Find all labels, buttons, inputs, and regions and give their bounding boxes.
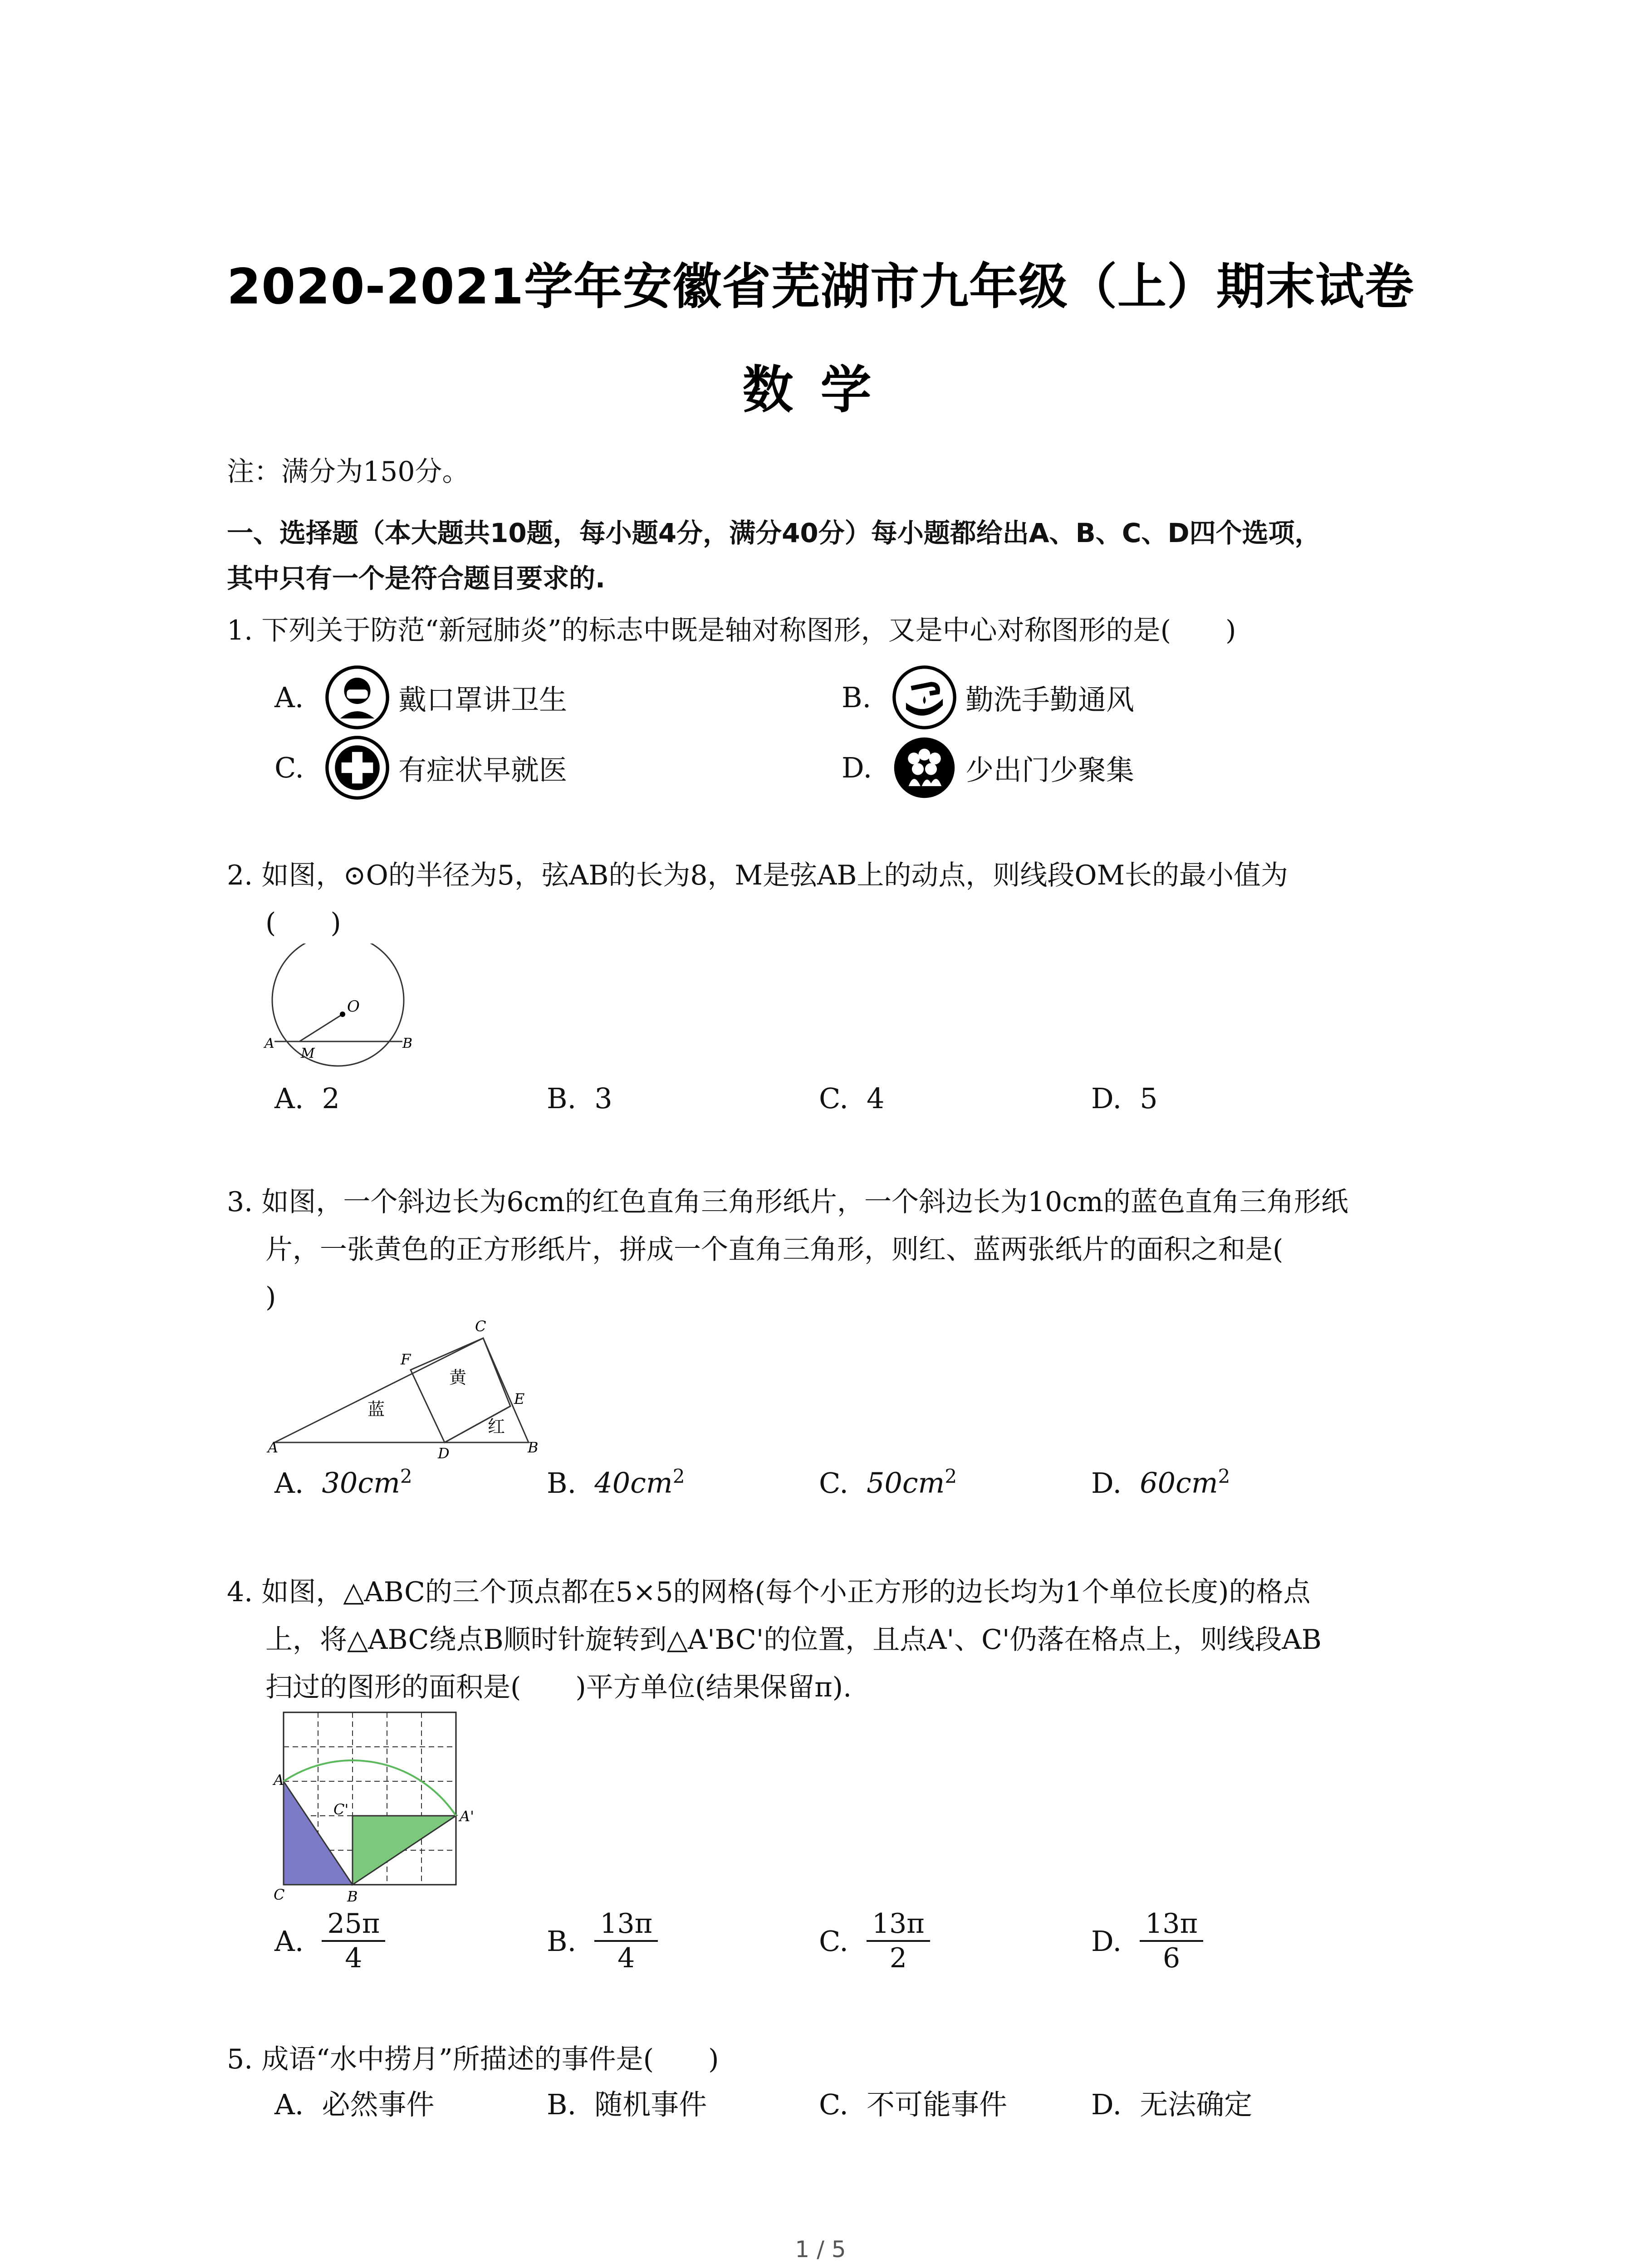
q1-option-a-text: 戴口罩讲卫生	[398, 683, 568, 716]
q3-option-a	[274, 1465, 412, 1500]
label-b: B	[347, 1888, 358, 1905]
label-red: 红	[488, 1417, 505, 1437]
mask-person-icon	[324, 665, 390, 730]
q4-option-d	[1091, 1907, 1203, 1975]
q4-option-b	[547, 1907, 658, 1975]
q3-option-d-exponent: 2	[1218, 1465, 1230, 1487]
option-letter: B.	[547, 1924, 577, 1958]
option-letter: C.	[819, 1924, 848, 1958]
option-letter: B.	[547, 1466, 577, 1500]
question-3-line3: )	[265, 1281, 276, 1313]
segment-om	[299, 1014, 343, 1041]
section-heading-line2: 其中只有一个是符合题目要求的.	[227, 563, 606, 594]
question-3-line1: 3. 如图，一个斜边长为6cm的红色直角三角形纸片，一个斜边长为10cm的蓝色直角三角形纸	[227, 1186, 1348, 1218]
question-4-line3: 扫过的图形的面积是( )平方单位(结果保留π).	[265, 1672, 852, 1703]
label-m: M	[301, 1046, 315, 1061]
option-letter: A.	[274, 2088, 304, 2121]
page-number: 1 / 5	[795, 2236, 846, 2263]
q2-option-c	[819, 1082, 884, 1115]
q3-option-b-exponent: 2	[672, 1465, 685, 1487]
denominator: 6	[1163, 1942, 1181, 1974]
numerator: 25π	[322, 1907, 385, 1942]
fraction	[867, 1907, 930, 1975]
q4-option-c	[819, 1907, 930, 1975]
label-b: B	[528, 1439, 539, 1456]
denominator: 2	[889, 1942, 907, 1974]
q3-option-c-value: 50cm	[866, 1466, 945, 1500]
option-letter: C.	[819, 2088, 848, 2121]
q1-option-d	[842, 735, 1134, 801]
option-letter: D.	[1091, 1924, 1122, 1958]
label-e: E	[514, 1390, 525, 1408]
q3-option-d	[1091, 1465, 1230, 1500]
denominator: 4	[345, 1942, 362, 1974]
option-letter: D.	[1091, 1466, 1122, 1500]
q3-option-c	[819, 1465, 957, 1500]
q3-option-a-value: 30cm	[322, 1466, 400, 1500]
label-a: A	[268, 1439, 279, 1456]
label-a: A	[265, 1036, 274, 1051]
option-letter: C.	[819, 1082, 848, 1115]
label-f: F	[401, 1351, 411, 1368]
label-d: D	[438, 1445, 450, 1462]
label-a: A	[274, 1771, 284, 1789]
handwash-icon	[892, 665, 957, 730]
subject-title: 数学	[742, 361, 899, 420]
q5-option-d	[1091, 2082, 1252, 2122]
center-point	[340, 1012, 345, 1017]
label-a-prime: A'	[460, 1808, 474, 1825]
label-blue: 蓝	[367, 1399, 385, 1419]
question-1-stem: 1. 下列关于防范“新冠肺炎”的标志中既是轴对称图形，又是中心对称图形的是( )	[227, 615, 1236, 646]
q3-option-c-exponent: 2	[945, 1465, 957, 1487]
question-3-line2: 片，一张黄色的正方形纸片，拼成一个直角三角形，则红、蓝两张纸片的面积之和是(	[265, 1234, 1283, 1266]
q5-option-c	[819, 2082, 1007, 2122]
q3-option-b-value: 40cm	[594, 1466, 673, 1500]
section-heading-line1: 一、选择题（本大题共10题，每小题4分，满分40分）每小题都给出A、B、C、D四个选项，	[227, 518, 1321, 548]
q1-option-b	[842, 665, 1134, 730]
question-2-stem: 2. 如图，⊙O的半径为5，弦AB的长为8，M是弦AB上的动点，则线段OM长的最小值为	[227, 860, 1288, 891]
option-letter: A.	[274, 681, 304, 714]
option-letter: B.	[547, 1082, 577, 1115]
label-o: O	[347, 997, 360, 1016]
option-letter: D.	[1091, 2088, 1122, 2121]
q2-option-b-value: 3	[594, 1082, 612, 1115]
q3-option-b	[547, 1465, 685, 1500]
label-yellow: 黄	[449, 1368, 467, 1388]
q1-option-b-text: 勤洗手勤通风	[965, 683, 1135, 716]
label-c-prime: C'	[333, 1801, 349, 1818]
q3-option-d-value: 60cm	[1140, 1466, 1218, 1500]
q5-option-a-text: 必然事件	[322, 2088, 435, 2121]
triangle-figure	[265, 1311, 556, 1465]
q4-option-a	[274, 1907, 385, 1975]
option-letter: C.	[274, 751, 304, 784]
q5-option-b	[547, 2082, 707, 2122]
q1-option-c	[274, 735, 567, 801]
q1-option-d-text: 少出门少聚集	[965, 753, 1135, 787]
exam-title: 2020-2021学年安徽省芜湖市九年级（上）期末试卷	[227, 259, 1414, 315]
q5-option-a	[274, 2082, 435, 2122]
numerator: 13π	[594, 1907, 658, 1942]
option-letter: C.	[819, 1466, 848, 1500]
numerator: 13π	[1140, 1907, 1203, 1942]
denominator: 4	[617, 1942, 635, 1974]
q5-option-c-text: 不可能事件	[866, 2088, 1007, 2121]
score-note: 注：满分为150分。	[227, 456, 470, 488]
q2-option-b	[547, 1082, 612, 1115]
label-b: B	[402, 1036, 413, 1051]
q3-option-a-exponent: 2	[400, 1465, 412, 1487]
q2-option-a	[274, 1082, 340, 1115]
circle-o	[272, 943, 404, 1066]
question-4-line1: 4. 如图，△ABC的三个顶点都在5×5的网格(每个小正方形的边长均为1个单位长度)的格点	[227, 1576, 1311, 1608]
option-letter: D.	[842, 751, 872, 784]
q2-option-c-value: 4	[866, 1082, 885, 1115]
label-c: C	[274, 1886, 285, 1903]
grid-figure	[261, 1706, 479, 1905]
q2-option-d	[1091, 1082, 1158, 1115]
numerator: 13π	[867, 1907, 930, 1942]
circle-figure	[261, 943, 415, 1080]
rotation-arc	[284, 1760, 456, 1816]
question-4-line2: 上，将△ABC绕点B顺时针旋转到△A'BC'的位置，且点A'、C'仍落在格点上，则线段AB	[265, 1624, 1322, 1656]
q1-option-a	[274, 665, 567, 730]
q2-option-d-value: 5	[1140, 1082, 1158, 1115]
q5-option-d-text: 无法确定	[1140, 2088, 1253, 2121]
q1-option-c-text: 有症状早就医	[398, 753, 568, 787]
option-letter: A.	[274, 1466, 304, 1500]
question-5-stem: 5. 成语“水中捞月”所描述的事件是( )	[227, 2043, 719, 2075]
crowd-icon	[892, 735, 957, 801]
option-letter: D.	[1091, 1082, 1122, 1115]
fraction	[1140, 1907, 1203, 1975]
fraction	[594, 1907, 658, 1975]
q5-option-b-text: 随机事件	[594, 2088, 707, 2121]
q2-option-a-value: 2	[322, 1082, 340, 1115]
option-letter: B.	[842, 681, 872, 714]
question-2-stem-cont: ( )	[265, 907, 341, 939]
medical-cross-icon	[324, 735, 390, 801]
option-letter: B.	[547, 2088, 577, 2121]
option-letter: A.	[274, 1082, 304, 1115]
fraction	[322, 1907, 385, 1975]
option-letter: A.	[274, 1924, 304, 1958]
label-c: C	[475, 1318, 486, 1335]
